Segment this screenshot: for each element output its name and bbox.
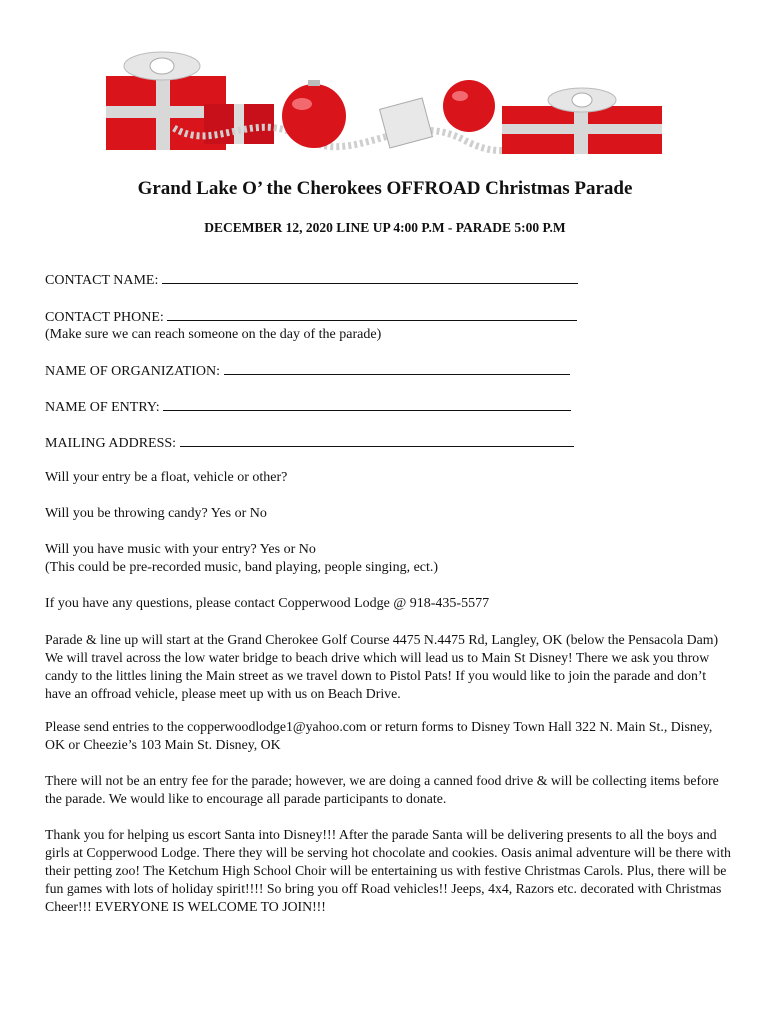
contact-phone-label: CONTACT PHONE: xyxy=(45,310,164,325)
entry-submission-paragraph: Please send entries to the copperwoodlodge1@yahoo.com or return forms to Disney Town Hall 322 N. Main St., Disney, OK or Cheezie’s 103 Main St. Disney, OK xyxy=(45,719,713,752)
silver-gift-icon xyxy=(380,98,433,148)
mailing-address-label: MAILING ADDRESS: xyxy=(45,436,177,451)
candy-question: Will you be throwing candy? Yes or No xyxy=(45,506,267,521)
thank-you-paragraph: Thank you for helping us escort Santa into Disney!!! After the parade Santa will be delivering presents to all the boys and girls at Copperwood Lodge. There they will be serving hot chocolate and cookies. Oasis animal adventure will be there with their petting zoo! The Ketchum High School Choir will be entertaining us with festive Christmas Carols. Plus, there will be fun games with lots of holiday spirit!!!! So bring you off Road vehicles!! Jeeps, 4x4, Razors etc. decorated with Christmas Cheer!!! EVERYONE IS WELCOME TO JOIN!!! xyxy=(45,827,731,914)
entry-name-field[interactable] xyxy=(163,399,571,411)
contact-name-field[interactable] xyxy=(162,272,578,284)
mailing-address-row xyxy=(45,435,574,452)
event-date-time: DECEMBER 12, 2020 LINE UP 4:00 P.M - PARADE 5:00 P.M xyxy=(204,220,566,235)
christmas-gifts-banner xyxy=(104,48,666,158)
organization-field[interactable] xyxy=(224,363,570,375)
contact-phone-field[interactable] xyxy=(167,309,577,321)
entry-fee-paragraph: There will not be an entry fee for the parade; however, we are doing a canned food drive & will be collecting items before the parade. We would like to encourage all parade participants to donate. xyxy=(45,773,719,806)
document-title: Grand Lake O’ the Cherokees OFFROAD Christmas Parade xyxy=(137,178,633,199)
red-ornament-icon xyxy=(282,80,346,148)
music-question: Will you have music with your entry? Yes or No xyxy=(45,542,316,557)
entry-name-label: NAME OF ENTRY: xyxy=(45,400,160,415)
organization-row xyxy=(45,363,570,380)
contact-phone-row xyxy=(45,309,577,326)
contact-name-label: CONTACT NAME: xyxy=(45,273,159,288)
questions-contact: If you have any questions, please contact Copperwood Lodge @ 918-435-5577 xyxy=(45,596,490,611)
organization-label: NAME OF ORGANIZATION: xyxy=(45,364,220,379)
gift-box-left-icon xyxy=(106,52,274,150)
mailing-address-field[interactable] xyxy=(180,435,574,447)
parade-route-paragraph: Parade & line up will start at the Grand Cherokee Golf Course 4475 N.4475 Rd, Langley, OK (below the Pensacola Dam) We will travel across the low water bridge to beach drive which will lead us to Main St Disney! There we ask you throw candy to the littles lining the Main street as we travel down to Pistol Pats! If you would like to join the parade and don’t have an offroad vehicle, please meet up with us on Beach Drive. xyxy=(45,632,719,701)
music-question-note: (This could be pre-recorded music, band playing, people singing, ect.) xyxy=(45,560,439,575)
entry-name-row xyxy=(45,399,571,416)
contact-phone-note: (Make sure we can reach someone on the day of the parade) xyxy=(45,327,382,342)
contact-name-row xyxy=(45,272,578,289)
gift-box-right-icon xyxy=(502,88,662,154)
entry-type-question: Will your entry be a float, vehicle or other? xyxy=(45,470,288,485)
